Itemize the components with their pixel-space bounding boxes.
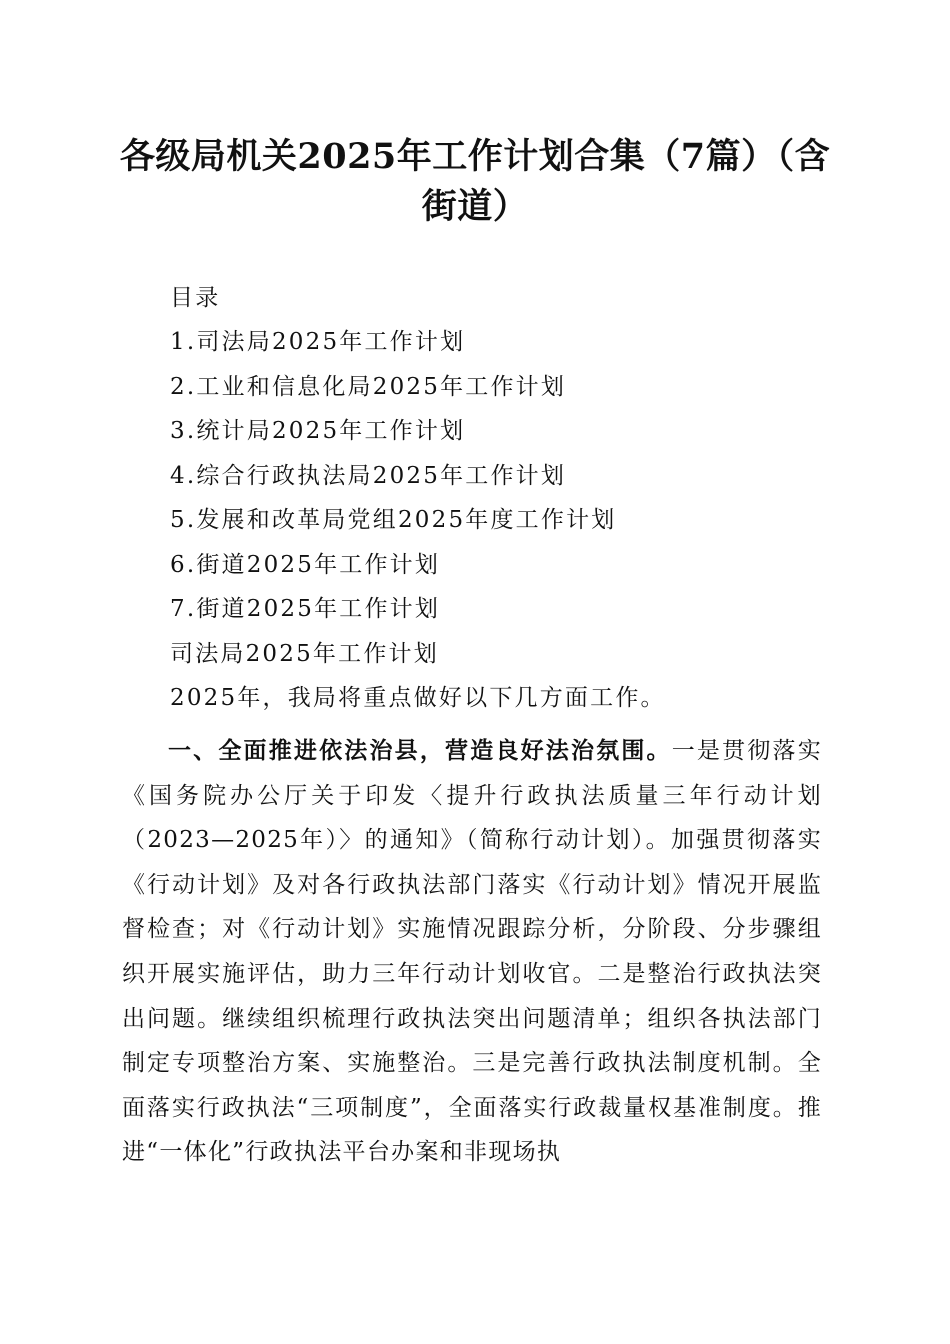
document-title: 各级局机关2025年工作计划合集（7篇）（含街道） — [119, 136, 831, 227]
paragraph-heading: 一、全面推进依法治县，营造良好法治氛围。 — [168, 738, 672, 764]
toc-item: 2.工业和信息化局2025年工作计划 — [170, 374, 567, 400]
toc-item: 7.街道2025年工作计划 — [170, 596, 441, 622]
toc-item: 3.统计局2025年工作计划 — [170, 418, 466, 444]
toc-label: 目录 — [170, 285, 221, 311]
paragraph-text: 一是贯彻落实《国务院办公厅关于印发〈提升行政执法质量三年行动计划（2023—2025年）〉的通知》（简称行动计划）。加强贯彻落实《行动计划》及对各行政执法部门落实《行动计划》情况开展监督检查；对《行动计划》实施情况跟踪分析，分阶段、分步骤组织开展实施评估，助力三年行动计划收官。二是整治行政执法突出问题。继续组织梳理行政执法突出问题清单；组织各执法部门制定专项整治方案、实施整治。三是完善行政执法制度机制。全面落实行政执法“三项制度”，全面落实行政裁量权基准制度。推进“一体化”行政执法平台办案和非现场执 — [122, 738, 822, 1166]
body-paragraph — [122, 729, 822, 1175]
section-title: 司法局2025年工作计划 — [170, 641, 439, 667]
toc-item: 4.综合行政执法局2025年工作计划 — [170, 463, 567, 489]
toc-item: 6.街道2025年工作计划 — [170, 552, 441, 578]
toc-item: 1.司法局2025年工作计划 — [170, 329, 466, 355]
toc-item: 5.发展和改革局党组2025年度工作计划 — [170, 507, 617, 533]
intro-paragraph: 2025年，我局将重点做好以下几方面工作。 — [170, 685, 666, 711]
